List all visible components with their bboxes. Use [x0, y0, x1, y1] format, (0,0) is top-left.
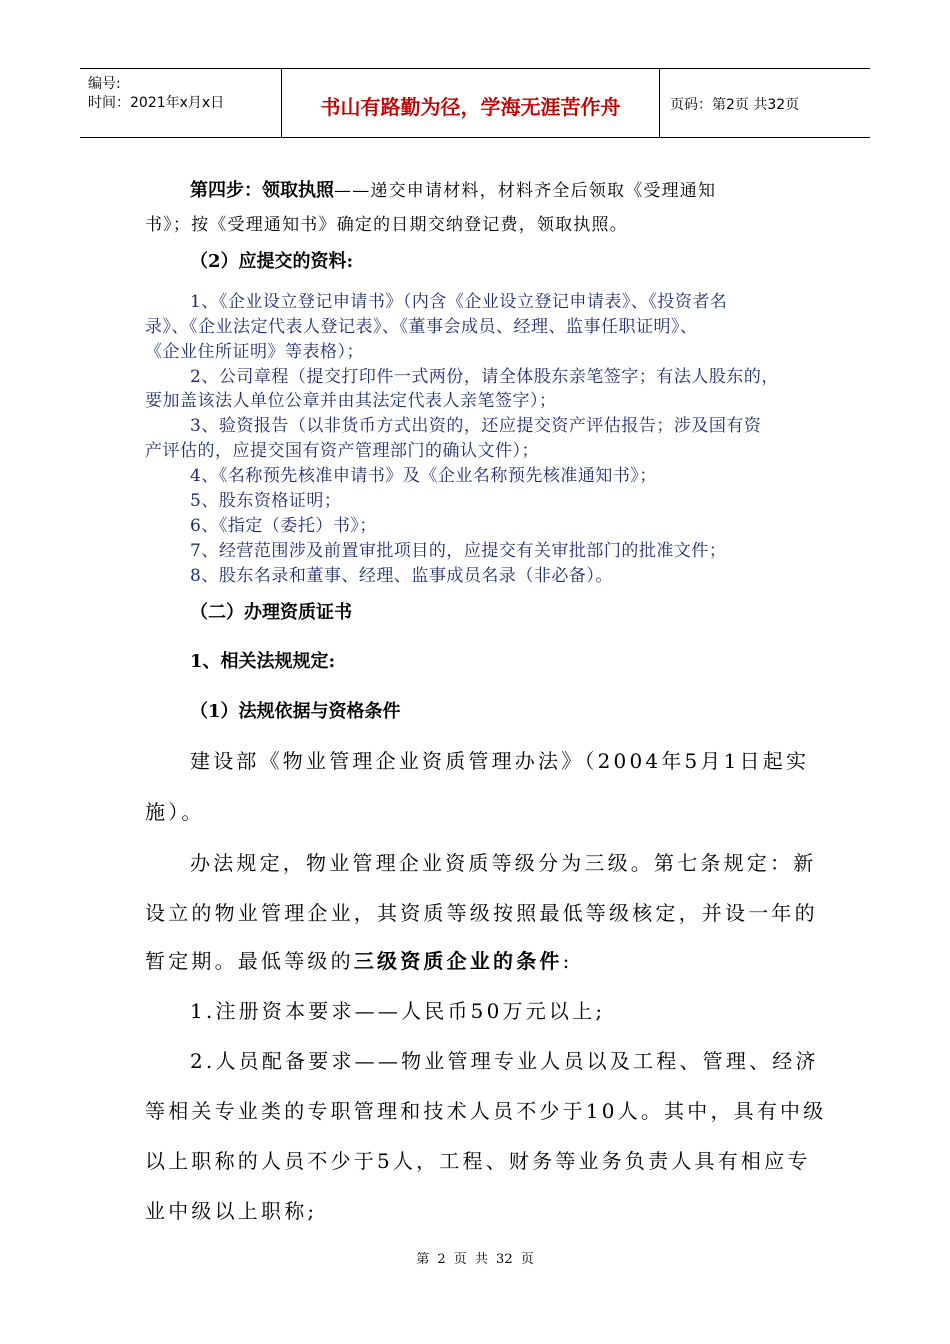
section2-heading: （二）办理资质证书	[190, 602, 352, 623]
header-motto-cell	[282, 69, 660, 137]
body-bold-text: 三级资质企业的条件	[353, 949, 563, 973]
page-header	[80, 68, 870, 138]
materials-line: 8、股东名录和董事、经理、监事成员名录（非必备）。	[190, 566, 613, 586]
sub1-1-heading: （1）法规依据与资格条件	[190, 701, 401, 722]
materials-line: 1、《企业设立登记申请书》（内含《企业设立登记申请表》、《投资者名	[190, 292, 728, 312]
page-footer: 第 2 页 共 32 页	[416, 1252, 534, 1267]
materials-heading: （2）应提交的资料:	[190, 251, 354, 272]
materials-line: 产评估的，应提交国有资产管理部门的确认文件）；	[145, 441, 539, 461]
header-info-cell	[80, 69, 282, 137]
step4-line2: 书》；按《受理通知书》确定的日期交纳登记费，领取执照。	[145, 215, 628, 235]
materials-line: 5、股东资格证明；	[190, 491, 342, 511]
document-time-label: 时间：2021年x月x日	[88, 95, 225, 111]
body-line: 设立的物业管理企业，其资质等级按照最低等级核定，并设一年的	[145, 901, 818, 925]
body-line: 以上职称的人员不少于5人，工程、财务等业务负责人具有相应专	[145, 1149, 811, 1173]
header-page-label: 页码：第2页 共32页	[670, 97, 800, 113]
materials-line: 《企业住所证明》等表格）；	[145, 342, 364, 362]
materials-line: 4、《名称预先核准申请书》及《企业名称预先核准通知书》；	[190, 466, 657, 486]
body-line: 业中级以上职称;	[145, 1199, 318, 1223]
body-line: 施）。	[145, 800, 205, 824]
materials-line: 3、验资报告（以非货币方式出资的，还应提交资产评估报告；涉及国有资	[190, 416, 762, 436]
materials-line: 要加盖该法人单位公章并由其法定代表人亲笔签字）；	[145, 391, 557, 411]
body-line	[145, 945, 573, 974]
body-text: :	[562, 949, 573, 973]
step4-text1: ——递交申请材料，材料齐全后领取《受理通知	[334, 181, 717, 201]
header-page-cell	[660, 69, 870, 137]
step4-line1	[190, 176, 716, 202]
body-line: 1.注册资本要求——人民币50万元以上;	[190, 999, 606, 1023]
body-line: 等相关专业类的专职管理和技术人员不少于10人。其中，具有中级	[145, 1099, 827, 1123]
body-text: 暂定期。最低等级的	[145, 949, 354, 973]
header-motto: 书山有路勤为径，学海无涯苦作舟	[320, 95, 621, 119]
sub1-heading: 1、相关法规规定:	[190, 651, 336, 672]
step4-title: 第四步：领取执照	[190, 180, 334, 201]
materials-line: 7、经营范围涉及前置审批项目的，应提交有关审批部门的批准文件；	[190, 541, 727, 561]
materials-line: 录》、《企业法定代表人登记表》、《董事会成员、经理、监事任职证明》、	[145, 317, 698, 337]
body-line: 办法规定，物业管理企业资质等级分为三级。第七条规定：新	[190, 851, 817, 875]
materials-line: 6、《指定（委托）书》；	[190, 516, 377, 536]
document-number-label: 编号:	[88, 76, 121, 92]
materials-line: 2、公司章程（提交打印件一式两份，请全体股东亲笔签字；有法人股东的，	[190, 367, 779, 387]
body-line: 建设部《物业管理企业资质管理办法》（2004年5月1日起实	[190, 749, 810, 773]
body-line: 2.人员配备要求——物业管理专业人员以及工程、管理、经济	[190, 1049, 819, 1073]
